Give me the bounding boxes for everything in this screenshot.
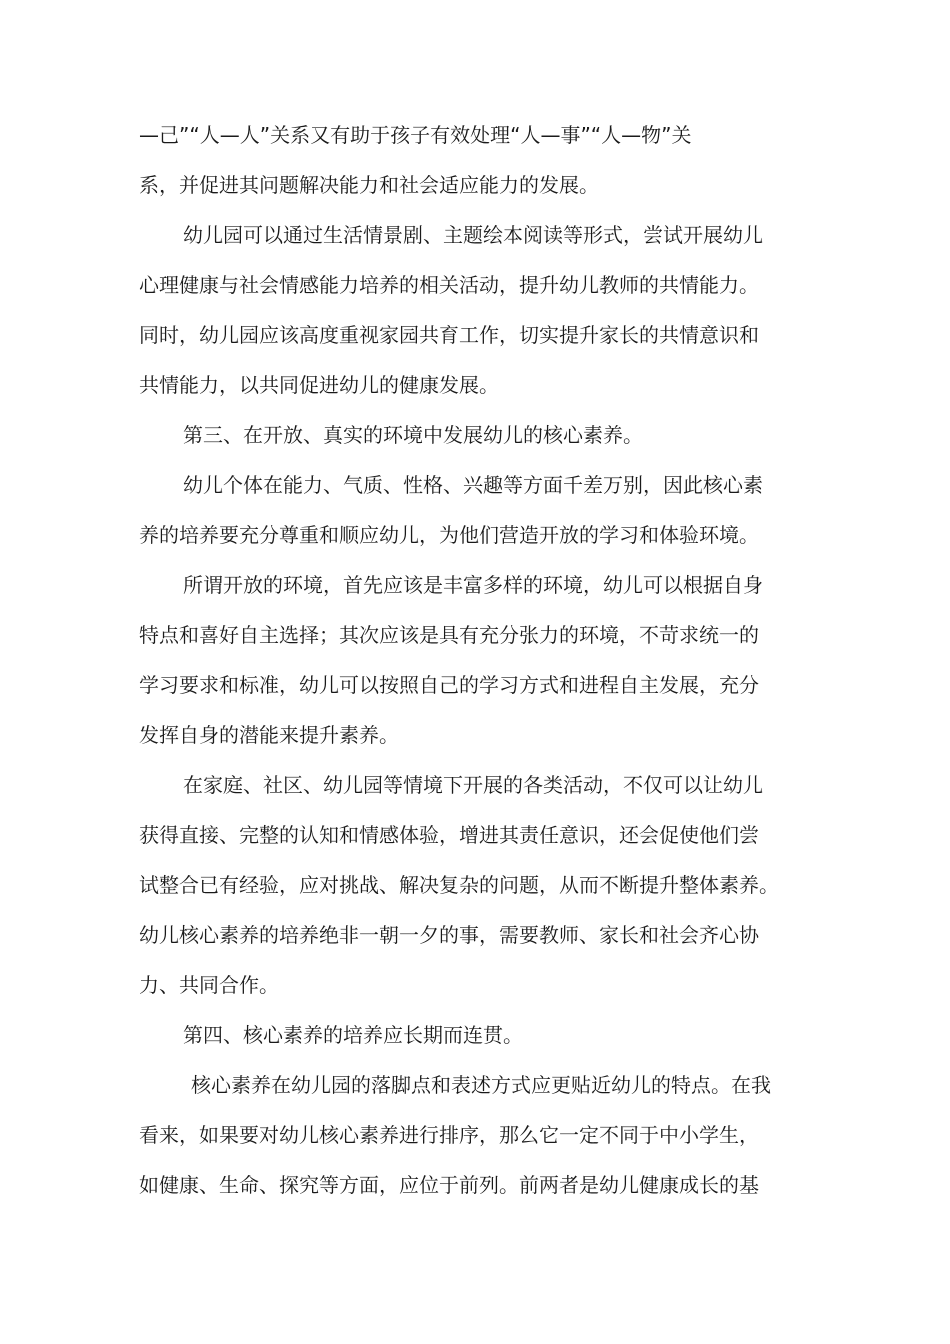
text-line: 发挥自身的潜能来提升素养。 [139,723,399,747]
text-line: 特点和喜好自主选择；其次应该是具有充分张力的环境，不苛求统一的 [139,623,759,647]
text-line: —己”“人—人”关系又有助于孩子有效处理“人—事”“人—物”关 [139,123,692,147]
paragraph-start-line: 所谓开放的环境，首先应该是丰富多样的环境，幼儿可以根据自身 [183,573,763,597]
text-line: 幼儿核心素养的培养绝非一朝一夕的事，需要教师、家长和社会齐心协 [139,923,759,947]
text-line: 养的培养要充分尊重和顺应幼儿，为他们营造开放的学习和体验环境。 [139,523,759,547]
document-body [139,110,829,1210]
paragraph-start-line: 幼儿个体在能力、气质、性格、兴趣等方面千差万别，因此核心素 [183,473,763,497]
paragraph-start-line: 在家庭、社区、幼儿园等情境下开展的各类活动，不仅可以让幼儿 [183,773,763,797]
text-line: 系，并促进其问题解决能力和社会适应能力的发展。 [139,173,599,197]
text-line: 学习要求和标准，幼儿可以按照自己的学习方式和进程自主发展，充分 [139,673,759,697]
paragraph-start-line: 幼儿园可以通过生活情景剧、主题绘本阅读等形式，尝试开展幼儿 [183,223,763,247]
text-line: 同时，幼儿园应该高度重视家园共育工作，切实提升家长的共情意识和 [139,323,759,347]
paragraph-start-line: 核心素养在幼儿园的落脚点和表述方式应更贴近幼儿的特点。在我 [191,1073,771,1097]
section-heading: 第三、在开放、真实的环境中发展幼儿的核心素养。 [183,423,643,447]
section-heading: 第四、核心素养的培养应长期而连贯。 [183,1023,523,1047]
text-line: 共情能力，以共同促进幼儿的健康发展。 [139,373,499,397]
text-line: 如健康、生命、探究等方面，应位于前列。前两者是幼儿健康成长的基 [139,1173,759,1197]
text-line: 力、共同合作。 [139,973,279,997]
text-line: 心理健康与社会情感能力培养的相关活动，提升幼儿教师的共情能力。 [139,273,759,297]
text-line: 获得直接、完整的认知和情感体验，增进其责任意识，还会促使他们尝 [139,823,759,847]
text-line: 看来，如果要对幼儿核心素养进行排序，那么它一定不同于中小学生， [139,1123,759,1147]
text-line: 试整合已有经验，应对挑战、解决复杂的问题，从而不断提升整体素养。 [139,873,779,897]
